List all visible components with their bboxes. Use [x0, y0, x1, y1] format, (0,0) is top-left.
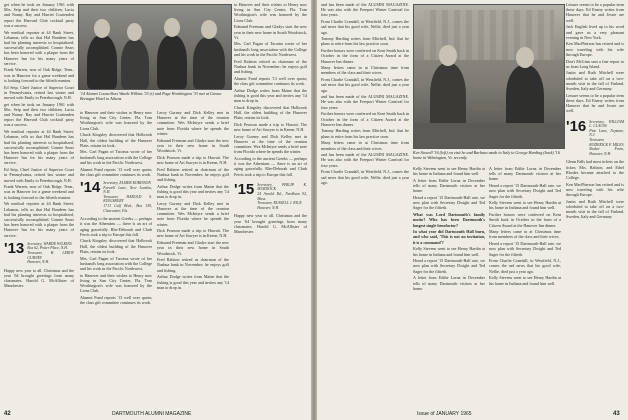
paragraph: get when he took on January 1961 with Mrs. Seip and their two children, Lucia and Nanny. Ray and Harriet Cruttenden report the Harvard Club cocktail party was a success.	[4, 101, 74, 128]
paragraph: Heard a report '15 Dartmouth-Hall rate, we now plan with Secretary Dwight and Ted Sager for the fiftieth.	[489, 183, 561, 199]
photo-caption: '14 Alumni Councillors Warde Wilkins '33 (r) and Page Worthington '33 met at Grosse Bretagne Hotel in Athens.	[80, 91, 222, 101]
paragraph: Kelly Stevens went to see Henry Hardin at his home in Indiana and found him well.	[413, 166, 485, 177]
paragraph: Fred Ralston retired as chairman of the Nashua bank in November; he enjoys golf and fishing.	[234, 58, 307, 74]
photo-caption: Ken Stowell '16 (left) on visit he and Barbara made to Italy to George Harding (back) '16 home in Wilmington, Vt. recently.	[413, 150, 560, 160]
paragraph: Arthur Dodge writes from Maine that the fishing is good this year and invites any '14 man to drop in.	[157, 274, 229, 290]
paragraph: We medical reporter at 44 Bank Street, Lebanon, tells us that Hal Bandeen has had his planting interests so hospitalized, successfully accomplished. Connie Sears has been honored with a plaque from the Hanover Inn for his many years of service.	[4, 129, 74, 166]
right-footer-issue: Issue of JANUARY 1965	[417, 411, 472, 417]
class-heading-16	[566, 117, 624, 157]
class-year: '16	[566, 117, 587, 135]
right-column-3	[489, 166, 561, 402]
left-column-1	[4, 2, 74, 402]
paragraph: Alumni Fund reports '13 well over quota; the class gift committee continues its work.	[234, 75, 307, 86]
paragraph: According to the ancient Greeks — perhaps it was the Athenians — there is an art of aging gracefully. Rhe-Deborah and Chub Ferris took a trip to Europe this fall.	[234, 155, 307, 177]
paragraph: Happy new year to all. Christmas and the year '64 brought greetings from many classmates. Harold G. McAllister of Manchester.	[4, 267, 74, 289]
left-column-3	[157, 110, 229, 402]
paragraph: get when he took on January 1961 with Mrs. Seip and their two children, Lucia and Nanny. Ray and Harriet Cruttenden report the Harvard Club cocktail party was a success.	[4, 2, 74, 28]
paragraph: Heard a report '15 Dartmouth-Hall rate, we now plan with Secretary Dwight and Ted Sager for the fiftieth.	[413, 258, 485, 274]
paragraph: Frank Warren, now of Oak Ridge, Tenn., was in Hanover for a game weekend and is looking forward to the fiftieth reunion.	[4, 184, 74, 200]
paragraph: Justin and Ruth Mitchell were scheduled to take off on a two-month visit in the fall of Finland, Sweden, Italy and Germany.	[566, 70, 624, 92]
paragraph: and has been made of the ALUMNI MAGAZINE. He was also with the Freeport Winter Carnival for four years.	[321, 152, 409, 168]
page-number: 43	[613, 411, 620, 417]
paragraph: A letter from Eddie Lorna in December tells of many Dartmouth visitors at her home.	[413, 275, 485, 291]
paragraph: Heard a report '15 Dartmouth-Hall rate, we now plan with Secretary Dwight and Ted Sager for the fiftieth.	[413, 195, 485, 211]
class-officers: Secretary, WILLIAM L. CLAUSS Pine Lane, Neptune, N.J. Treasurer, RODERICK F. MILES Shaker Farm, Hanover, N.H.	[589, 119, 624, 156]
paragraph: Ken MacPherson has retired and is now traveling with his wife through Europe.	[566, 181, 624, 198]
paragraph: Mrs. Carl Pagan of Tacoma wrote of her husband's long association with the College and his work in the Pacific Northwest.	[234, 41, 307, 57]
paragraph: Further honors were conferred on Kent Smith back in October in the form of a Citizen Award at the Hanover Inn dinner.	[321, 111, 409, 127]
paragraph: Alumni Fund reports '13 well over quota; the class gift committee continues its work.	[80, 294, 152, 306]
right-page	[317, 0, 628, 420]
left-column-2	[80, 110, 152, 402]
class-year: '15	[234, 180, 255, 198]
right-column-2	[413, 166, 485, 402]
left-footer	[4, 411, 11, 417]
paragraph: Edmund Freeman and Gladys start the new year in their new home in South Woodstock, Vt.	[157, 240, 229, 256]
paragraph: Leroy Gurney and Dick Kelley met in Hanover at the time of the reunion committee. Wes McIntyre sends a brief note from Florida where he spends the winter.	[157, 200, 229, 227]
paragraph: Chuck Kingsley discovered that Holbrook Hall, the oldest building of the Hanover Plain, retains its look.	[234, 104, 307, 121]
paragraph: Edmund Freeman and Gladys start the new year in their new home in South Woodstock, Vt.	[234, 24, 307, 40]
paragraph: Mrs. Carl Pagan of Tacoma wrote of her husband's long association with the College and his work in the Pacific Northwest.	[80, 149, 152, 165]
left-footer-title: DARTMOUTH ALUMNI MAGAZINE	[112, 411, 192, 417]
paragraph: Frank Warren, now of Oak Ridge, Tenn., was in Hanover for a game weekend and is looking forward to the fiftieth reunion.	[4, 67, 74, 83]
paragraph: Edmund Freeman and Gladys start the new year in their new home in South Woodstock, Vt.	[157, 137, 229, 153]
paragraph: Justin and Ruth Mitchell were scheduled to take off on a two-month visit in the fall of Finland, Sweden, Italy and Germany.	[566, 198, 624, 220]
paragraph: Dick Pearson made a trip to Hawaii. The new home of Art Sawyer is in Keene, N.H.	[234, 121, 307, 132]
paragraph: From Charlie Crandall, in Westfield, N.J., comes the sad news that his good wife, Nellie, died just a year ago.	[321, 19, 409, 35]
class-year: '14	[80, 178, 101, 196]
class-officers: Secretary, PHILIP K. MURDOCK 24 Arnold Rd., Needham 92, Mass. Treasurer, RUSSELL J. RICE Hanover, N.H.	[257, 182, 307, 210]
paragraph: Alumni Fund reports '13 well over quota; the class gift committee continues its work.	[80, 166, 152, 177]
paragraph: Leroy Gurney and Dick Kelley met in Hanover at the time of the reunion committee. Wes McIntyre sends a brief note from Florida where he spends the winter.	[157, 110, 229, 136]
right-column-4	[566, 2, 624, 402]
paragraph: According to the ancient Greeks — perhaps it was the Athenians — there is an art of aging gracefully. Rhe-Deborah and Chub Ferris took a trip to Europe this fall.	[80, 216, 152, 237]
left-page	[0, 0, 311, 420]
paragraph: to Hanover and their wishes to Henry now living in Sun City Center, Fla. Tom Worthington's wife was honored by the Lions Club.	[80, 272, 152, 294]
paragraph: Dick Pearson made a trip to Hawaii. The new home of Art Sawyer is in Keene, N.H.	[157, 228, 229, 239]
paragraph: We medical reporter at 44 Bank Street, Lebanon, tells us that Hal Bandeen has had his planting interests so hospitalized, successfully accomplished. Connie Sears has been honored with a plaque from the Hanover Inn for his many years of service.	[4, 201, 74, 238]
paragraph: Chuck Kingsley discovered that Holbrook Hall, the oldest building of the Hanover Plain, retains its look.	[80, 132, 152, 148]
paragraph: From Charlie Crandall, in Westfield, N.J., comes the sad news that his good wife, Nellie, died just a year ago.	[489, 258, 561, 274]
paragraph: and has been made of the ALUMNI MAGAZINE. He was also with the Freeport Winter Carnival for four years.	[321, 94, 409, 110]
paragraph: and has been made of the ALUMNI MAGAZINE. He was also with the Freeport Winter Carnival for four years.	[321, 2, 409, 18]
class-officers: Secretary, ELMER ROBINSON Farwell Lane, New London, N.H. Treasurer, HAROLD S. KINGSBURY 1713 Gulf Blvd., Box 159, Clearwater, Fla.	[103, 180, 152, 213]
paragraph: Happy new year to all. Christmas and the year '64 brought greetings from many classmates. Harold G. McAllister of Manchester.	[234, 213, 307, 234]
left-column-4	[234, 2, 307, 402]
paragraph: Ed Seip, Chief Justice of Superior Court in Pennsylvania, retired last winter and moved with Emily to Peterborough, N.H.	[4, 84, 74, 100]
paragraph: to Hanover and their wishes to Henry now living in Sun City Center, Fla. Tom Worthington's wife was honored by the Lions Club.	[80, 110, 152, 131]
paragraph: Jack English lived up to his word and gave us a very pleasant evening in New York.	[566, 24, 624, 40]
paragraph: Kelly Stevens went to see Henry Hardin at his home in Indiana and found him well.	[489, 275, 561, 286]
paragraph: Kelly Stevens went to see Henry Hardin at his home in Indiana and found him well.	[413, 246, 485, 257]
paragraph: Heard a report '15 Dartmouth-Hall rate, we now plan with Secretary Dwight and Ted Sager for the fiftieth.	[489, 241, 561, 257]
class-photo-left	[78, 4, 232, 90]
paragraph: Many letters came in at Christmas time from members of the class and their wives.	[321, 140, 409, 151]
class-heading-13	[4, 239, 74, 265]
paragraph: Don't McGinn sent a fine report to us from Long Island.	[566, 58, 624, 69]
page-number: 42	[4, 411, 11, 417]
quiz-question: What was Lord Dartmouth's family motto? Who has been Dartmouth's longest single benefactor?	[413, 212, 485, 228]
class-officers: Secretary, WARDE WILKINS Box 62, Potter Place, N.H. Treasurer, H. LEROY GURNEY Hanover, N.H.	[27, 241, 74, 265]
paragraph: A letter from Eddie Lorna in December tells of many Dartmouth visitors at her home.	[489, 166, 561, 182]
class-photo-right	[413, 4, 565, 149]
paragraph: A letter from Eddie Lorna in December tells of many Dartmouth visitors at her home.	[413, 177, 485, 194]
paragraph: We medical reporter at 44 Bank Street, Lebanon, tells us that Hal Bandeen has had his planting interests so hospitalized, successfully accomplished. Connie Sears has been honored with a plaque from the Hanover Inn for his many years of service.	[4, 29, 74, 66]
class-heading-15	[234, 180, 307, 211]
paragraph: Many letters came in at Christmas time from members of the class and their wives.	[321, 65, 409, 76]
paragraph: From Charlie Crandall, in Westfield, N.J., comes the sad news that his good wife, Nellie, died just a year ago.	[321, 169, 409, 185]
paragraph: to Hanover and their wishes to Henry now living in Sun City Center, Fla. Tom Worthington's wife was honored by the Lions Club.	[234, 2, 307, 23]
paragraph: Leisure seems to be a popular term these days. Ed Emery writes from Hanover that he and Jessie are well.	[566, 92, 624, 114]
paragraph: Tommy Harding writes from Mitchell, Ind. that he plans to retire from his law practice soon.	[321, 128, 409, 139]
paragraph: Leisure seems to be a popular term these days. Ed Emery writes from Hanover that he and Jessie are well.	[566, 2, 624, 23]
paragraph: Leroy Gurney and Dick Kelley met in Hanover at the time of the reunion committee. Wes McIntyre sends a brief note from Florida where he spends the winter.	[234, 133, 307, 155]
paragraph: Ed Seip, Chief Justice of Superior Court in Pennsylvania, retired last winter and moved with Emily to Peterborough, N.H.	[4, 167, 74, 183]
paragraph: Kelly Stevens went to see Henry Hardin at his home in Indiana and found him well.	[489, 200, 561, 211]
paragraph: Arthur Dodge writes from Maine that the fishing is good this year and invites any '14 man to drop in.	[234, 87, 307, 103]
paragraph: Ken MacPherson has retired and is now traveling with his wife through Europe.	[566, 41, 624, 57]
paragraph: Tommy Harding writes from Mitchell, Ind. that he plans to retire from his law practice soon.	[321, 36, 409, 47]
paragraph: Arthur Dodge writes from Maine that the fishing is good this year and invites any '14 man to drop in.	[157, 183, 229, 200]
class-heading-14	[80, 178, 152, 213]
paragraph: Fred Ralston retired as chairman of the Nashua bank in November; he enjoys golf and fishing.	[157, 166, 229, 182]
right-column-1	[321, 2, 409, 402]
paragraph: Glenn Falls had most tickets on the ticker, Mrs. Ralston, and Ethel Rhodes became attached to the College.	[566, 159, 624, 180]
paragraph: Many letters came in at Christmas time from members of the class and their wives.	[489, 229, 561, 240]
paragraph: Further honors were conferred on Kent Smith back in October in the form of a Citizen Award at the Hanover Inn dinner.	[489, 212, 561, 228]
paragraph: Mrs. Carl Pagan of Tacoma wrote of her husband's long association with the College and his work in the Pacific Northwest.	[80, 255, 152, 271]
paragraph: Chuck Kingsley discovered that Holbrook Hall, the oldest building of the Hanover Plain, retains its look.	[80, 238, 152, 254]
class-year: '13	[4, 239, 25, 257]
paragraph: Dick Pearson made a trip to Hawaii. The new home of Art Sawyer is in Keene, N.H.	[157, 154, 229, 165]
right-footer	[613, 411, 620, 417]
paragraph: Further honors were conferred on Kent Smith back in October in the form of a Citizen Award at the Hanover Inn dinner.	[321, 48, 409, 64]
paragraph: Fred Ralston retired as chairman of the Nashua bank in November; he enjoys golf and fishing.	[157, 257, 229, 273]
paragraph: From Charlie Crandall, in Westfield, N.J., comes the sad news that his good wife, Nellie, died just a year ago.	[321, 77, 409, 93]
quiz-question: In what year did Dartmouth Hall burn, and who said, 'This is not an invitation, it is a command'?	[413, 229, 485, 245]
